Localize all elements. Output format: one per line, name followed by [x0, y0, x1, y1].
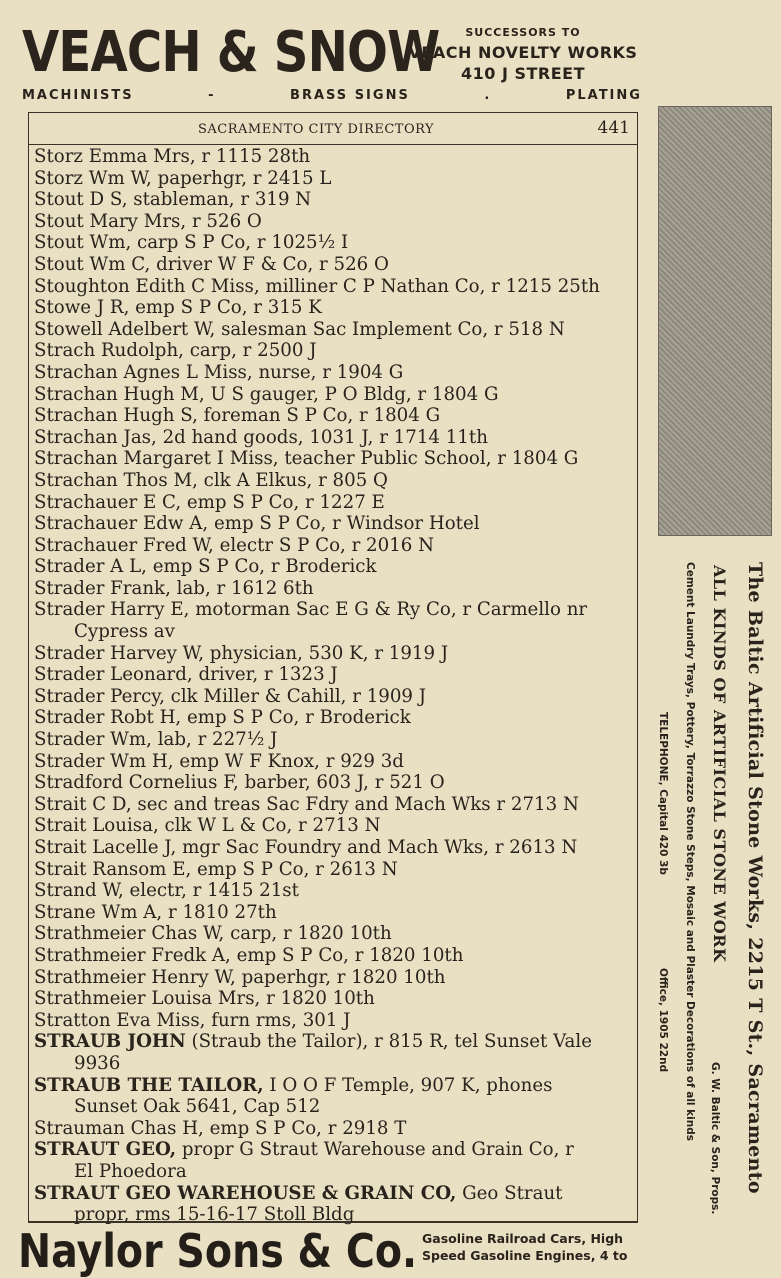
directory-entry — [34, 211, 634, 233]
directory-entry — [34, 988, 634, 1010]
directory-entry — [34, 448, 634, 470]
entry-name: Strachauer Edw A, — [34, 513, 209, 535]
entry-name: Strauman Chas H, — [34, 1117, 204, 1139]
directory-entry — [34, 556, 634, 578]
directory-entry — [34, 945, 634, 967]
directory-entry — [34, 319, 634, 341]
entry-details: paperhgr, r 2415 L — [151, 167, 332, 189]
directory-entry — [34, 729, 634, 751]
entry-name: Strader Robt H, — [34, 707, 182, 729]
entry-details: emp S P Co, r 2918 T — [203, 1117, 407, 1139]
entry-name: Stowe J R, — [34, 297, 130, 319]
page-title: SACRAMENTO CITY DIRECTORY — [198, 122, 435, 137]
directory-entry-continuation — [34, 621, 634, 643]
entry-name: Strait Louisa, — [34, 815, 159, 837]
directory-entry-continuation — [34, 1161, 634, 1183]
directory-entry — [34, 772, 634, 794]
entry-details: emp S P Co, r Broderick — [146, 556, 377, 578]
bottom-rule — [28, 1222, 638, 1223]
directory-entry — [34, 232, 634, 254]
entry-details: furn rms, 301 J — [205, 1009, 351, 1031]
directory-entry — [34, 189, 634, 211]
entry-details: clk A Elkus, r 805 Q — [197, 469, 388, 491]
directory-entry — [34, 859, 634, 881]
side-ad-office: Office, 1905 22nd — [657, 968, 669, 1073]
directory-entry — [34, 1183, 634, 1205]
directory-entry — [34, 880, 634, 902]
entry-details: electr S P Co, r 2016 N — [213, 534, 435, 556]
entry-name: Strader Leonard, — [34, 664, 193, 686]
ad-novelty-works: VEACH NOVELTY WORKS — [408, 43, 638, 62]
directory-entry — [34, 599, 634, 621]
directory-entry — [34, 384, 634, 406]
entry-details: electr, r 1415 21st — [123, 880, 299, 902]
page-header — [28, 117, 638, 145]
entry-details: clk Miller & Cahill, r 1909 J — [164, 685, 427, 707]
entry-details: teacher Public School, r 1804 G — [278, 448, 579, 470]
entry-name: Strathmeier Fredk A, — [34, 944, 231, 966]
entry-details: emp S P Co, r 2613 N — [191, 858, 398, 880]
entry-name: Strader Frank, — [34, 577, 171, 599]
entry-details: lab, r 1612 6th — [170, 577, 314, 599]
entry-details: salesman Sac Implement Co, r 518 N — [215, 318, 565, 340]
directory-entry — [34, 535, 634, 557]
entry-name: Storz Emma Mrs, — [34, 146, 196, 167]
ad-service-separator: . — [484, 88, 492, 103]
entry-name: Stout D S, — [34, 189, 128, 211]
entry-name: Stoughton Edith C Miss, — [34, 275, 260, 297]
entry-name: STRAUB THE TAILOR, — [34, 1074, 264, 1096]
entry-name: Strachan Margaret I Miss, — [34, 448, 279, 470]
entry-details: foreman S P Co, r 1804 G — [197, 405, 441, 427]
ad-service-item: BRASS SIGNS — [290, 88, 410, 103]
entry-details: emp S P Co, r Broderick — [181, 707, 411, 729]
entry-name: Stratton Eva Miss, — [34, 1009, 206, 1031]
directory-entry — [34, 815, 634, 837]
entry-details: U S gauger, P O Bldg, r 1804 G — [204, 383, 499, 405]
directory-entry — [34, 168, 634, 190]
directory-entry — [34, 794, 634, 816]
ad-street: 410 J STREET — [460, 64, 586, 83]
entry-details: driver, r 1323 J — [192, 664, 338, 686]
entry-name: Stout Wm, — [34, 232, 132, 254]
entry-name: Strachan Jas, — [34, 426, 157, 448]
entry-details: stableman, r 319 N — [127, 189, 312, 211]
ad-successors-label: SUCCESSORS TO — [465, 26, 581, 39]
entry-details: 2d hand goods, 1031 J, r 1714 11th — [156, 426, 488, 448]
entry-name: Strachan Hugh S, — [34, 405, 198, 427]
entry-details: clk W L & Co, r 2713 N — [158, 815, 381, 837]
entry-details: mgr Sac Foundry and Mach Wks, r 2613 N — [176, 837, 578, 858]
directory-entry — [34, 297, 634, 319]
entry-details: driver W F & Co, r 526 O — [150, 253, 389, 275]
entry-name: Strach Rudolph, — [34, 340, 184, 362]
entry-continuation-text: El Phoedora — [74, 1160, 187, 1182]
directory-entry — [34, 1010, 634, 1032]
entry-name: Strader Harvey W, — [34, 642, 204, 664]
ad-service-item: MACHINISTS — [22, 88, 134, 103]
entry-details: physician, 530 K, r 1919 J — [203, 642, 449, 664]
entry-name: Stradford Cornelius F, — [34, 772, 239, 794]
halftone-image — [658, 106, 772, 536]
entry-name: STRAUT GEO WAREHOUSE & GRAIN CO, — [34, 1182, 457, 1204]
ad-service-item: PLATING — [565, 88, 642, 103]
directory-entry — [34, 1075, 634, 1097]
directory-entry — [34, 643, 634, 665]
entry-details: (Straub the Tailor), r 815 R, tel Sunset Vale — [185, 1031, 592, 1053]
ad-service-separator: - — [208, 88, 216, 103]
entry-details: sec and treas Sac Fdry and Mach Wks r 2713 N — [131, 793, 579, 815]
entry-details: carp, r 2500 J — [183, 340, 317, 362]
entry-details: emp S P Co, r Windsor Hotel — [208, 513, 480, 535]
entry-details: emp S P Co, r 1820 10th — [230, 944, 464, 966]
entry-details: r 1810 27th — [162, 901, 277, 923]
directory-entry-continuation — [34, 1053, 634, 1075]
entry-details: emp S P Co, r 315 K — [129, 297, 322, 319]
entry-name: Strachan Thos M, — [34, 469, 198, 491]
entry-continuation-text: Sunset Oak 5641, Cap 512 — [74, 1096, 321, 1118]
entry-name: Strathmeier Henry W, — [34, 966, 236, 988]
directory-entry — [34, 664, 634, 686]
entry-name: STRAUT GEO, — [34, 1139, 177, 1161]
entry-name: Strader Harry E, — [34, 599, 190, 621]
entry-name: Strathmeier Chas W, — [34, 923, 225, 945]
entry-details: r 526 O — [186, 210, 262, 232]
directory-entry — [34, 254, 634, 276]
bottom-advertisement — [0, 1222, 781, 1278]
ad-brand-naylor: Naylor Sons & Co. — [18, 1224, 418, 1278]
directory-entry — [34, 1139, 634, 1161]
entry-continuation-text: propr, rms 15-16-17 Stoll Bldg — [74, 1204, 355, 1226]
entry-details: r 1820 10th — [260, 988, 375, 1010]
directory-entries — [34, 146, 634, 1226]
entry-details: r 1115 28th — [195, 146, 311, 167]
entry-name: Strader Wm H, — [34, 750, 174, 772]
entry-details: propr G Straut Warehouse and Grain Co, r — [176, 1139, 574, 1161]
entry-details: nurse, r 1904 G — [252, 361, 404, 383]
directory-entry — [34, 578, 634, 600]
ad-description-line: Gasoline Railroad Cars, High — [422, 1231, 624, 1246]
directory-entry — [34, 276, 634, 298]
directory-entry — [34, 837, 634, 859]
entry-name: Strane Wm A, — [34, 901, 163, 923]
entry-name: Strathmeier Louisa Mrs, — [34, 988, 261, 1010]
directory-entry — [34, 1031, 634, 1053]
side-ad-products: Cement Laundry Trays, Pottery, Torrazzo Stone Steps, Mosaic and Plaster Decorations of all kinds — [684, 562, 696, 1142]
entry-continuation-text: 9936 — [74, 1052, 121, 1074]
entry-details: Geo Straut — [456, 1182, 563, 1204]
directory-entry — [34, 1118, 634, 1140]
ad-services — [22, 88, 642, 103]
directory-entry — [34, 686, 634, 708]
directory-entry — [34, 146, 634, 168]
entry-name: Stout Wm C, — [34, 253, 151, 275]
directory-entry — [34, 902, 634, 924]
entry-name: Strachauer E C, — [34, 491, 182, 513]
top-advertisement — [0, 0, 781, 108]
entry-name: STRAUB JOHN — [34, 1031, 186, 1053]
entry-name: Strand W, — [34, 880, 124, 902]
entry-details: emp S P Co, r 1227 E — [181, 491, 385, 513]
entry-continuation-text: Cypress av — [74, 621, 175, 643]
directory-entry-continuation — [34, 1096, 634, 1118]
entry-details: emp W F Knox, r 929 3d — [173, 750, 404, 772]
entry-name: Stowell Adelbert W, — [34, 318, 216, 340]
directory-entry — [34, 362, 634, 384]
ad-description — [422, 1230, 642, 1264]
entry-details: I O O F Temple, 907 K, phones — [263, 1074, 553, 1096]
side-ad-title: The Baltic Artificial Stone Works, 2215 T St., Sacramento — [744, 562, 766, 1194]
directory-entry — [34, 470, 634, 492]
entry-name: Strait Lacelle J, — [34, 837, 177, 858]
entry-details: milliner C P Nathan Co, r 1215 25th — [259, 275, 600, 297]
entry-name: Strachan Hugh M, — [34, 383, 205, 405]
entry-name: Strader A L, — [34, 556, 147, 578]
entry-details: motorman Sac E G & Ry Co, r Carmello nr — [189, 599, 588, 621]
ad-brand-veach-snow: VEACH & SNOW — [22, 20, 440, 85]
directory-entry — [34, 967, 634, 989]
directory-entry — [34, 340, 634, 362]
ad-description-line: Speed Gasoline Engines, 4 to — [422, 1248, 628, 1263]
entry-name: Storz Wm W, — [34, 167, 152, 189]
directory-entry — [34, 923, 634, 945]
entry-name: Stout Mary Mrs, — [34, 210, 187, 232]
directory-entry — [34, 707, 634, 729]
entry-details: lab, r 227½ J — [151, 729, 278, 751]
entry-name: Strait C D, — [34, 793, 132, 815]
entry-name: Strader Wm, — [34, 729, 152, 751]
directory-entry — [34, 405, 634, 427]
directory-entry — [34, 492, 634, 514]
entry-name: Strachauer Fred W, — [34, 534, 214, 556]
side-ad-telephone: TELEPHONE, Capital 420 3b — [657, 712, 669, 875]
directory-entry — [34, 751, 634, 773]
entry-name: Strachan Agnes L Miss, — [34, 361, 253, 383]
entry-details: barber, 603 J, r 521 O — [238, 772, 445, 794]
side-ad-proprietors: G. W. Baltic & Son, Props. — [709, 1062, 721, 1215]
directory-entry — [34, 513, 634, 535]
entry-name: Strader Percy, — [34, 685, 165, 707]
page-number: 441 — [597, 118, 630, 138]
entry-details: paperhgr, r 1820 10th — [235, 966, 446, 988]
entry-name: Strait Ransom E, — [34, 858, 192, 880]
directory-entry — [34, 427, 634, 449]
entry-details: carp, r 1820 10th — [224, 923, 392, 945]
side-ad-subtitle: ALL KINDS OF ARTIFICIAL STONE WORK — [710, 565, 729, 963]
entry-details: carp S P Co, r 1025½ I — [131, 232, 349, 254]
